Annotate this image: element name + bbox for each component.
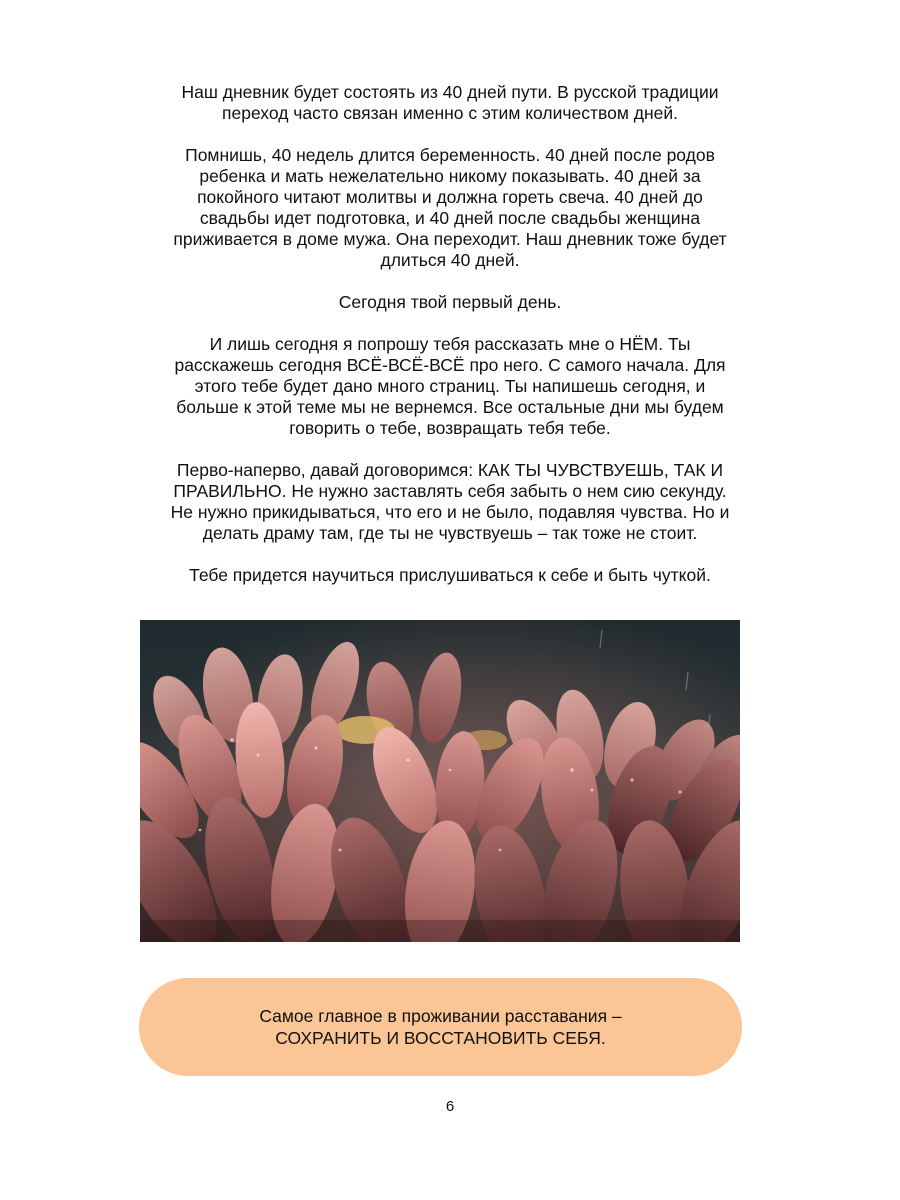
page-number: 6: [445, 1098, 455, 1115]
paragraph-listen-to-self: Тебе придется научиться прислушиваться к себе и быть чуткой.: [189, 565, 711, 585]
paragraph-first-day: Сегодня твой первый день.: [338, 292, 562, 312]
paragraph-agreement: Перво-наперво, давай договоримся: КАК ТЫ ЧУВСТВУЕШЬ, ТАК И ПРАВИЛЬНО. Не нужно заставлять себя забыть о нем сию секунду. Не нужно прикидываться, что его и не было, подавляя чувства. Но и делать драму там, где ты не чувствуешь – так тоже не стоит.: [170, 460, 730, 543]
body-text: [120, 82, 780, 607]
paragraph-tell-about-him: И лишь сегодня я попрошу тебя рассказать мне о НЁМ. Ты расскажешь сегодня ВСЁ-ВСЁ-ВСЁ про него. С самого начала. Для этого тебе будет дано много страниц. Ты напишешь сегодня, и больше к этой теме мы не вернемся. Все остальные дни мы будем говорить о тебе, возвращать тебя тебе.: [174, 334, 726, 438]
paragraph-40-days-traditions: Помнишь, 40 недель длится беременность. 40 дней после родов ребенка и мать нежелательно никому показывать. 40 дней за покойного читают молитвы и должна гореть свеча. 40 дней до свадьбы идет подготовка, и 40 дней после свадьбы женщина приживается в доме мужа. Она переходит. Наш дневник тоже будет длиться 40 дней.: [173, 145, 727, 270]
callout-line-2: СОХРАНИТЬ И ВОССТАНОВИТЬ СЕБЯ.: [275, 1028, 606, 1048]
pink-petals-rain-image: [140, 620, 740, 942]
paragraph-40-days-intro: Наш дневник будет состоять из 40 дней пути. В русской традиции переход часто связан именно с этим количеством дней.: [181, 82, 719, 123]
callout-line-1: Самое главное в проживании расставания –: [259, 1006, 622, 1026]
key-message-callout: [139, 978, 742, 1076]
flower-photo: [140, 620, 740, 942]
